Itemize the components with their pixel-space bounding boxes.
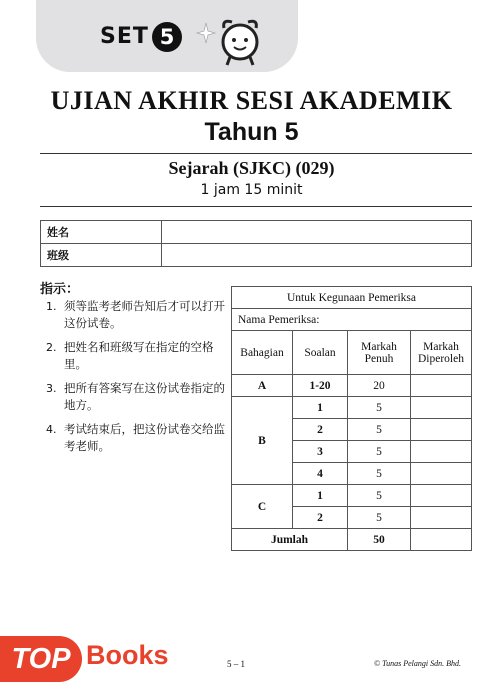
examiner-table-title: Untuk Kegunaan Pemeriksa [232,287,472,309]
table-row: 4 5 [232,463,472,485]
class-field[interactable] [162,244,472,267]
duration-text: 1 jam 15 minit [200,182,303,198]
table-row: B 1 5 [232,397,472,419]
divider-top [40,153,472,154]
topbooks-logo [0,636,170,686]
score-cell[interactable] [411,419,472,441]
exam-title: UJIAN AKHIR SESI AKADEMIK [50,86,453,115]
page-number: 5 – 1 [227,659,245,669]
name-field[interactable] [162,221,472,244]
examiner-name-label: Nama Pemeriksa: [232,309,472,331]
total-row [232,529,472,551]
total-label: Jumlah [232,529,348,551]
table-row: 2 5 [232,507,472,529]
logo-top-text: TOP [0,636,82,682]
alarm-clock-icon [218,16,262,68]
logo-books-text: Books [86,640,169,670]
name-label: 姓名 [41,221,162,244]
score-cell[interactable] [411,397,472,419]
class-label: 班级 [41,244,162,267]
score-cell[interactable] [411,507,472,529]
table-row: A 1-20 20 [232,375,472,397]
score-cell[interactable] [411,441,472,463]
total-value: 50 [348,529,411,551]
copyright-text: © Tunas Pelangi Sdn. Bhd. [374,659,461,668]
table-row: 2 5 [232,419,472,441]
total-score-cell[interactable] [411,529,472,551]
student-info-table [40,220,472,267]
instruction-item: 4. 考试结束后，把这份试卷交给监考老师。 [46,422,225,453]
instructions-list [40,298,226,462]
instructions-title: 指示： [40,282,80,297]
score-cell[interactable] [411,463,472,485]
instruction-item: 3. 把所有答案写在这份试卷指定的地方。 [46,381,225,412]
subject-title: Sejarah (SJKC) (029) [168,158,335,178]
examiner-table [231,286,472,551]
instruction-item: 1. 须等监考老师告知后才可以打开这份试卷。 [46,299,225,330]
header-markah-diperoleh: Markah Diperoleh [411,331,472,375]
table-row: C 1 5 [232,485,472,507]
header-soalan: Soalan [293,331,348,375]
year-title: Tahun 5 [204,118,299,146]
header-markah-penuh: Markah Penuh [348,331,411,375]
score-cell[interactable] [411,375,472,397]
set-label: SET [100,24,149,49]
sparkle-icon [196,22,216,44]
set-number-badge: 5 [152,22,182,52]
score-cell[interactable] [411,485,472,507]
table-row: 3 5 [232,441,472,463]
divider-bottom [40,206,472,207]
header-bahagian: Bahagian [232,331,293,375]
instruction-item: 2. 把姓名和班级写在指定的空格里。 [46,340,214,371]
